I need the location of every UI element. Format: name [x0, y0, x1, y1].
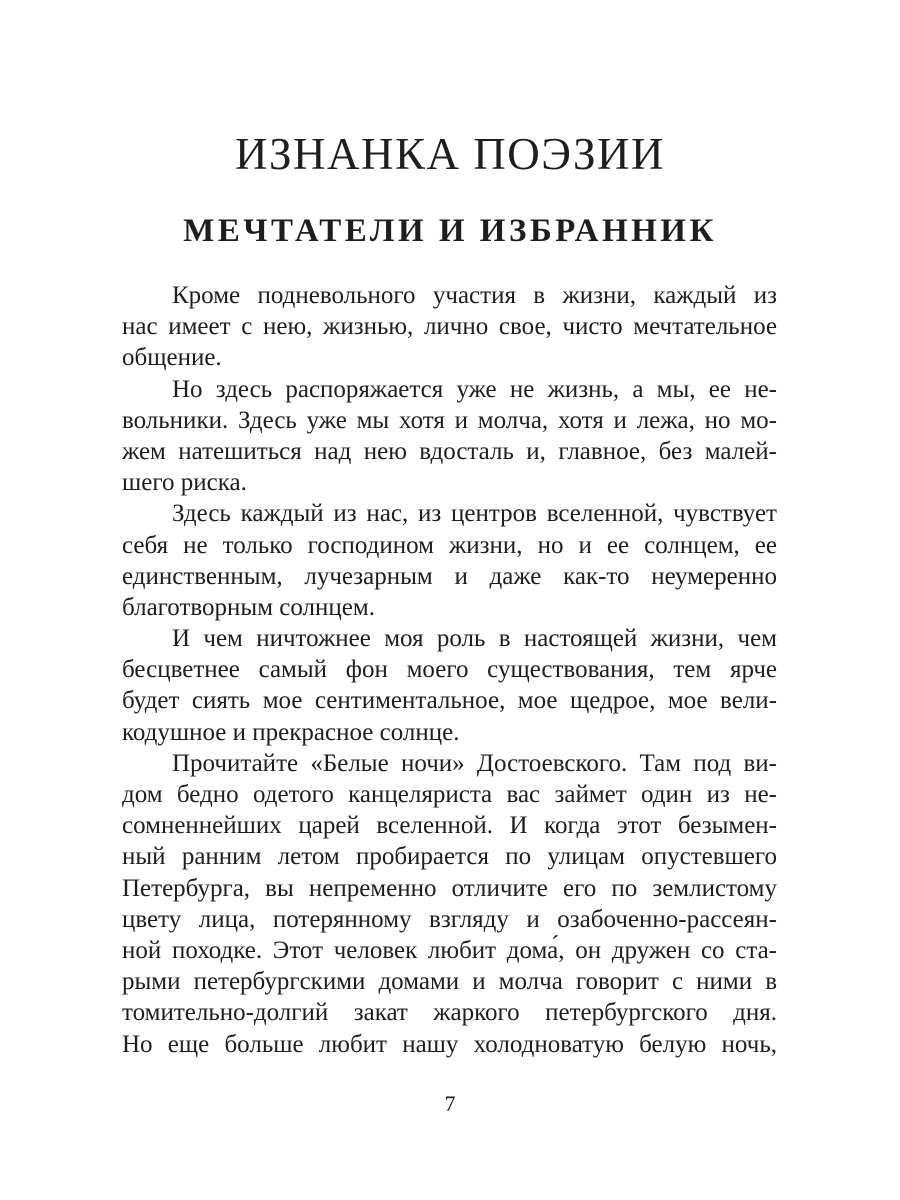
body-text [122, 280, 777, 1060]
page-number: 7 [444, 1091, 456, 1116]
text-line: себя не только господином жизни, но и ее солнцем, ее [122, 531, 777, 559]
text-line: нас имеет с нею, жизнью, лично свое, чисто мечтательное [122, 313, 777, 341]
text-line: жем натешиться над нею вдосталь и, главное, без малей- [122, 437, 777, 465]
text-line: цвету лица, потерянному взгляду и озабоченно-рассеян- [122, 905, 777, 933]
text-line: Кроме подневольного участия в жизни, каждый из [172, 282, 777, 309]
text-line: кодушное и прекрасное солнце. [122, 718, 460, 746]
section-title: МЕЧТАТЕЛИ И ИЗБРАННИК [183, 213, 717, 249]
text-line: будет сиять мое сентиментальное, мое щедрое, мое вели- [122, 687, 777, 715]
text-line: Здесь каждый из нас, из центров вселенной, чувствует [172, 500, 777, 528]
text-line: Петербурга, вы непременно отличите его по землистому [122, 874, 777, 902]
text-line: бесцветнее самый фон моего существования, тем ярче [122, 656, 777, 684]
text-line: Прочитайте «Белые ночи» Достоевского. Там под ви- [172, 749, 777, 777]
text-line: ный ранним летом пробирается по улицам опустевшего [122, 843, 777, 871]
text-line: общение. [122, 344, 222, 372]
text-line: Но здесь распоряжается уже не жизнь, а мы, ее не- [172, 375, 777, 403]
chapter-title: ИЗНАНКА ПОЭЗИИ [234, 129, 666, 179]
text-line: дом бедно одетого канцеляриста вас займет один из не- [122, 781, 777, 808]
text-line: Но еще больше любит нашу холодноватую белую ночь, [122, 1030, 777, 1058]
text-line: рыми петербургскими домами и молча говорит с ними в [122, 968, 777, 996]
text-line: сомненнейших царей вселенной. И когда этот безымен- [122, 812, 777, 840]
text-line: вольники. Здесь уже мы хотя и молча, хотя и лежа, но мо- [122, 406, 777, 434]
text-line: ной походке. Этот человек любит дома́, он дружен со ста- [122, 936, 777, 964]
text-line: единственным, лучезарным и даже как-то неумеренно [122, 562, 777, 590]
text-line: томительно-долгий закат жаркого петербургского дня. [122, 999, 777, 1027]
text-line: И чем ничтожнее моя роль в настоящей жизни, чем [172, 625, 777, 653]
text-line: шего риска. [122, 469, 247, 497]
text-line: благотворным солнцем. [122, 593, 375, 621]
